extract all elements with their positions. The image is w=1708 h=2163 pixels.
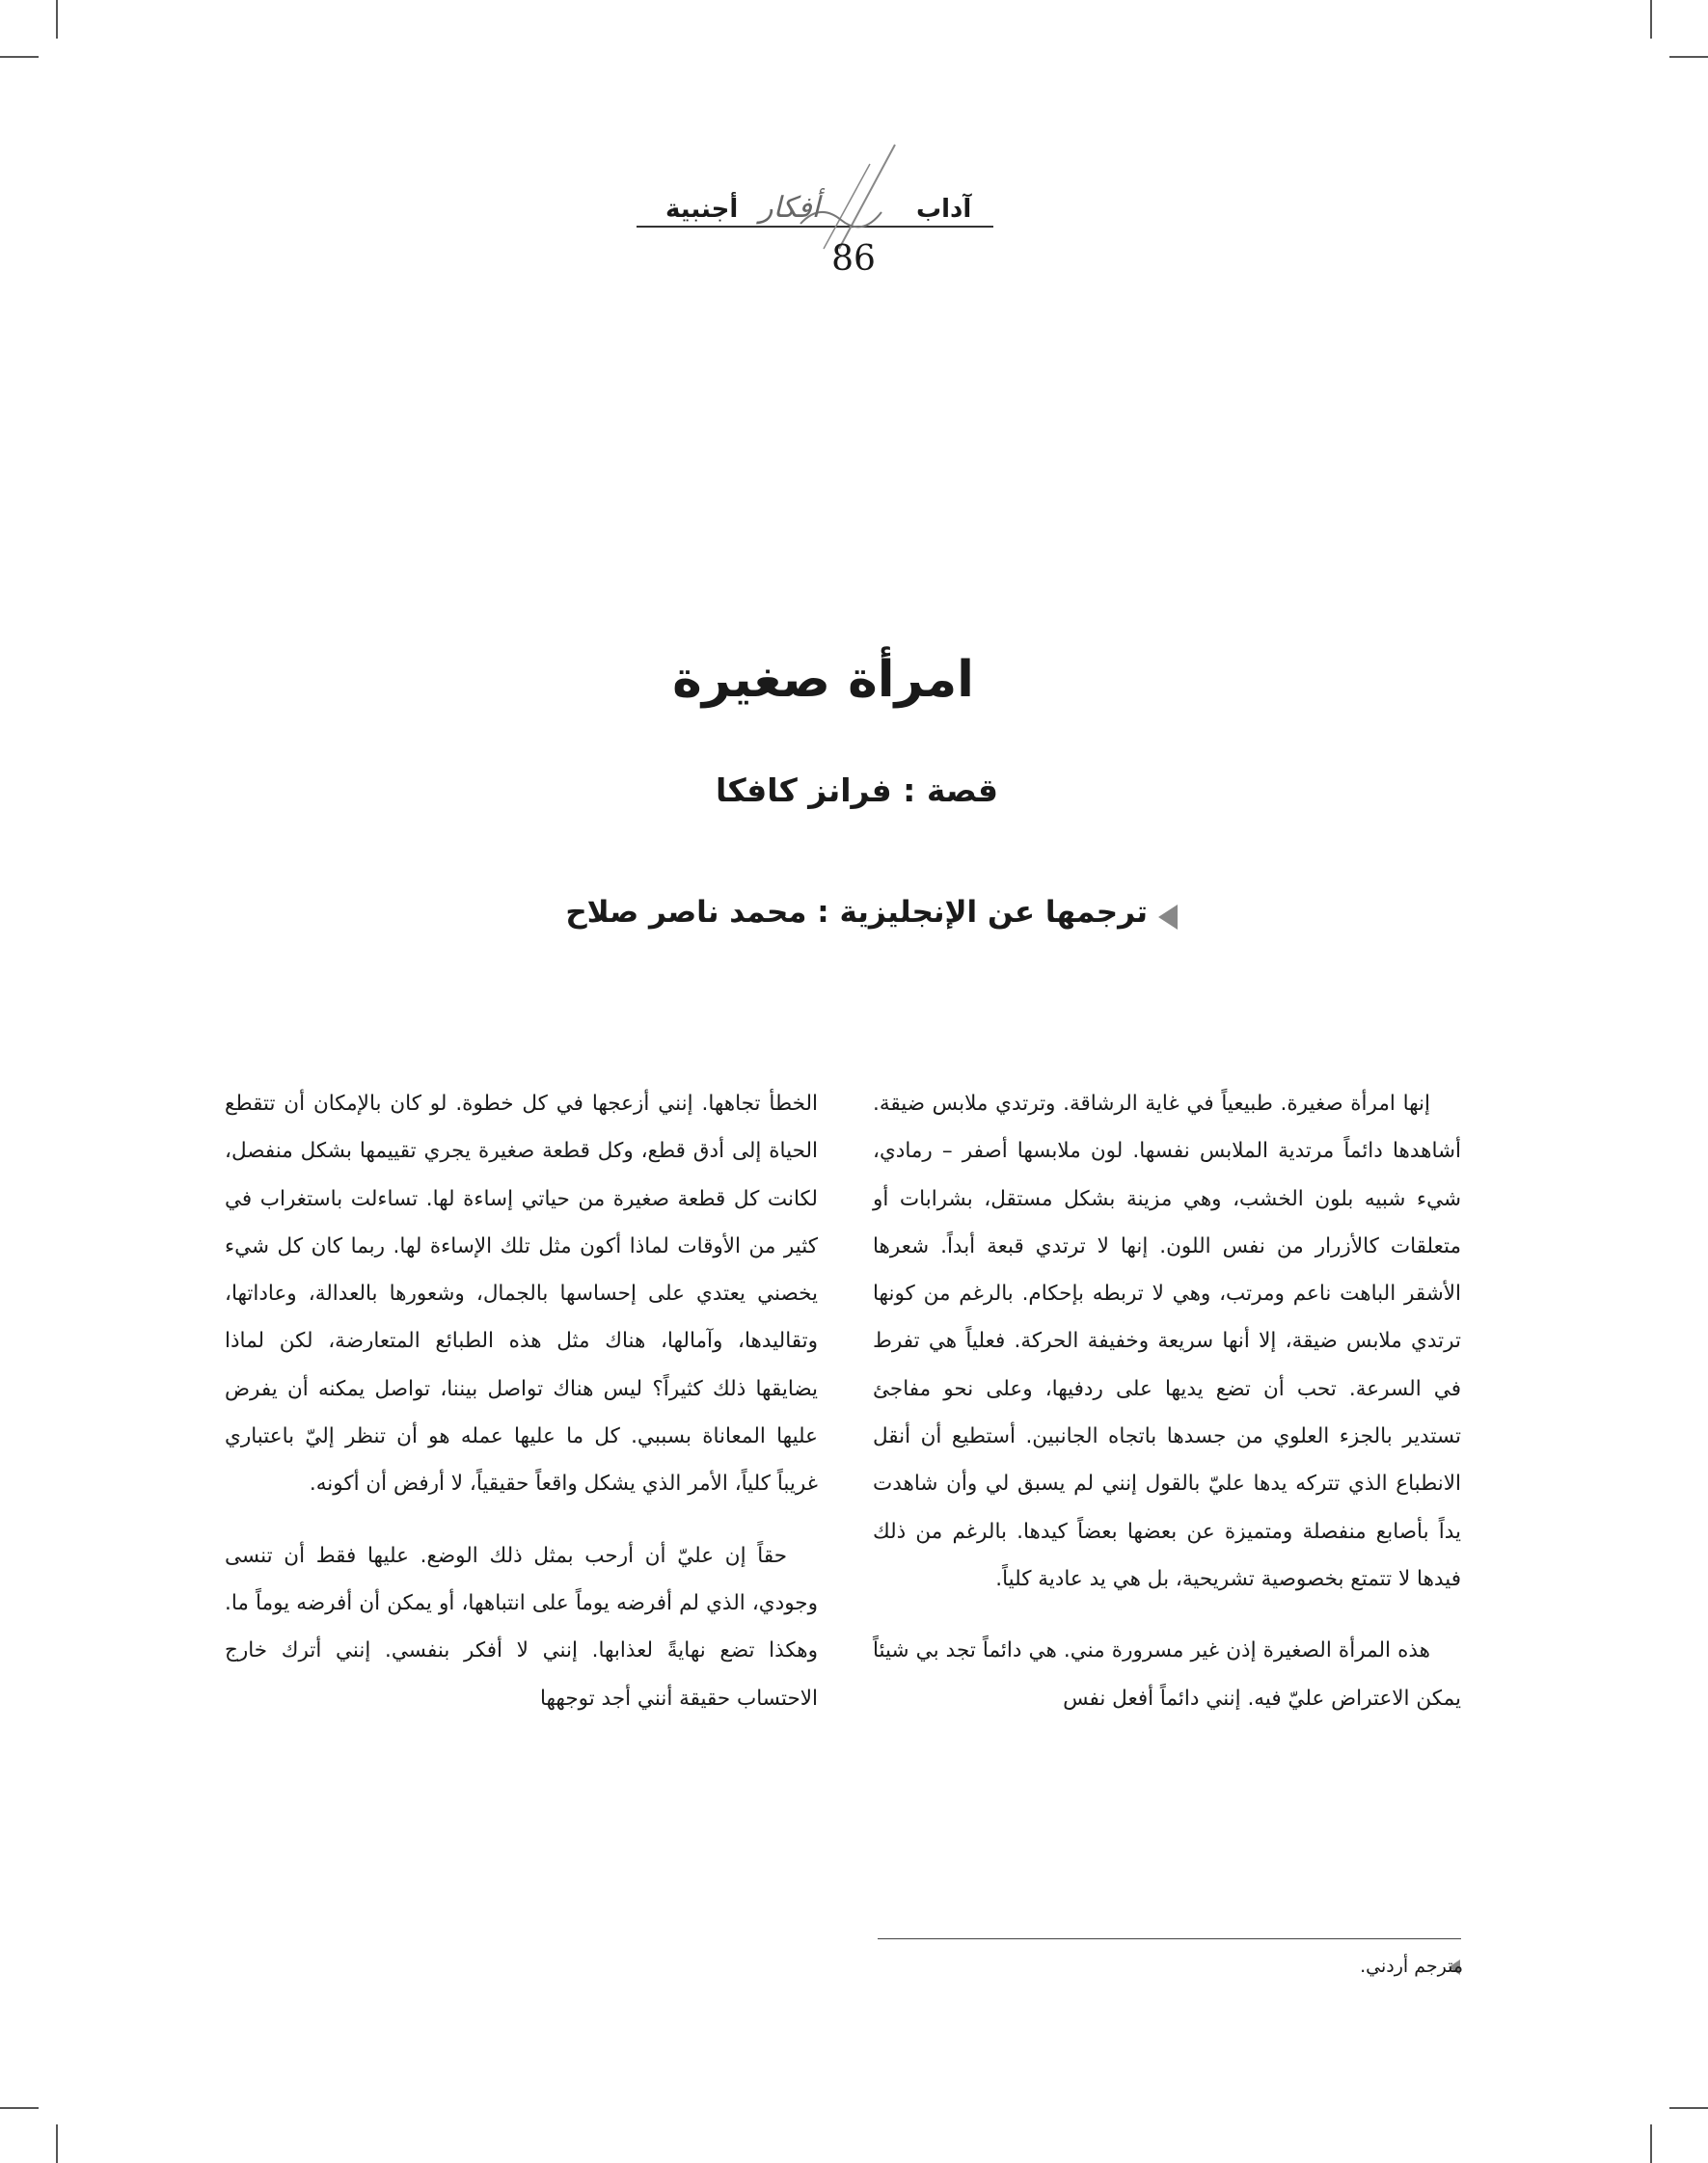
crop-mark-top-left-h xyxy=(0,56,39,58)
story-byline: قصة : فرانز كافكا xyxy=(716,771,998,809)
footnote: مترجم أردني. xyxy=(1360,1956,1463,1977)
crop-mark-bottom-left-h xyxy=(0,2107,39,2109)
crop-mark-top-right-v xyxy=(1650,0,1652,39)
body-column-left xyxy=(225,1080,818,1722)
section-label-left: أجنبية xyxy=(665,195,739,224)
page-number: 86 xyxy=(831,239,876,279)
crop-mark-bottom-right-v xyxy=(1650,2124,1652,2163)
paragraph: حقاً إن عليّ أن أرحب بمثل ذلك الوضع. عليها فقط أن تنسى وجودي، الذي لم أفرضه يوماً على انتباهها، أو يمكن أن أفرضه يوماً ما. وهكذا تضع نهايةً لعذابها. إنني لا أفكر بنفسي. إنني أترك خارج الاحتساب حقيقة أنني أجد توجهها xyxy=(225,1543,818,1711)
article-title: امرأة صغيرة xyxy=(672,651,974,709)
paragraph: الخطأ تجاهها. إنني أزعجها في كل خطوة. لو كان بالإمكان أن تتقطع الحياة إلى أدق قطع، وكل قطعة صغيرة يجري تقييمها بشكل منفصل، لكانت كل قطعة صغيرة من حياتي إساءة لها. تساءلت باستغراب في كثير من الأوقات لماذا أكون مثل تلك الإساءة لها. ربما كان كل شيء يخصني يعتدي على إحساسها بالجمال، وشعورها بالعدالة، وعاداتها، وتقاليدها، وآمالها، هناك مثل هذه الطبائع المتعارضة، لكن لماذا يضايقها ذلك كثيراً؟ ليس هناك تواصل بيننا، تواصل يمكنه أن يفرض عليها المعاناة بسببي. كل ما عليها عمله هو أن تنظر إليّ باعتباري غريباً كلياً، الأمر الذي يشكل واقعاً حقيقياً، لا أرفض أن أكونه. xyxy=(225,1092,818,1497)
crop-mark-top-right-h xyxy=(1669,56,1708,58)
paragraph: إنها امرأة صغيرة. طبيعياً في غاية الرشاقة. وترتدي ملابس ضيقة. أشاهدها دائماً مرتدية الملابس نفسها. لون ملابسها أصفر – رمادي، شيء شبيه بلون الخشب، وهي مزينة بشكل مستقل، بشرابات أو متعلقات كالأزرار من نفس اللون. إنها لا ترتدي قبعة أبداً. شعرها الأشقر الباهت ناعم ومرتب، وهي لا تربطه بإحكام. بالرغم من كونها ترتدي ملابس ضيقة، إلا أنها سريعة وخفيفة الحركة. فعلياً هي تفرط في السرعة. تحب أن تضع يديها على ردفيها، وعلى نحو مفاجئ تستدير بالجزء العلوي من جسدها باتجاه الجانبين. أستطيع أن أنقل الانطباع الذي تتركه يدها عليّ بالقول إنني لم يسبق لي وأن شاهدت يداً بأصابع منفصلة ومتميزة عن بعضها بعضاً كيدها. بالرغم من ذلك فيدها لا تتمتع بخصوصية تشريحية، بل هي يد عادية كلياً. xyxy=(873,1092,1461,1591)
logo-text: أفكار xyxy=(759,191,820,225)
paragraph: هذه المرأة الصغيرة إذن غير مسرورة مني. هي دائماً تجد بي شيئاً يمكن الاعتراض عليّ فيه. إنني دائماً أفعل نفس xyxy=(873,1638,1461,1711)
translator-marker-icon xyxy=(1158,905,1178,930)
crop-mark-bottom-right-h xyxy=(1669,2107,1708,2109)
crop-mark-top-left-v xyxy=(56,0,58,39)
crop-mark-bottom-left-v xyxy=(56,2124,58,2163)
body-column-right xyxy=(873,1080,1461,1722)
translator-byline: ترجمها عن الإنجليزية : محمد ناصر صلاح xyxy=(565,895,1148,930)
magazine-logo xyxy=(759,135,926,256)
footnote-rule xyxy=(878,1938,1461,1939)
section-label-right: آداب xyxy=(916,195,972,224)
